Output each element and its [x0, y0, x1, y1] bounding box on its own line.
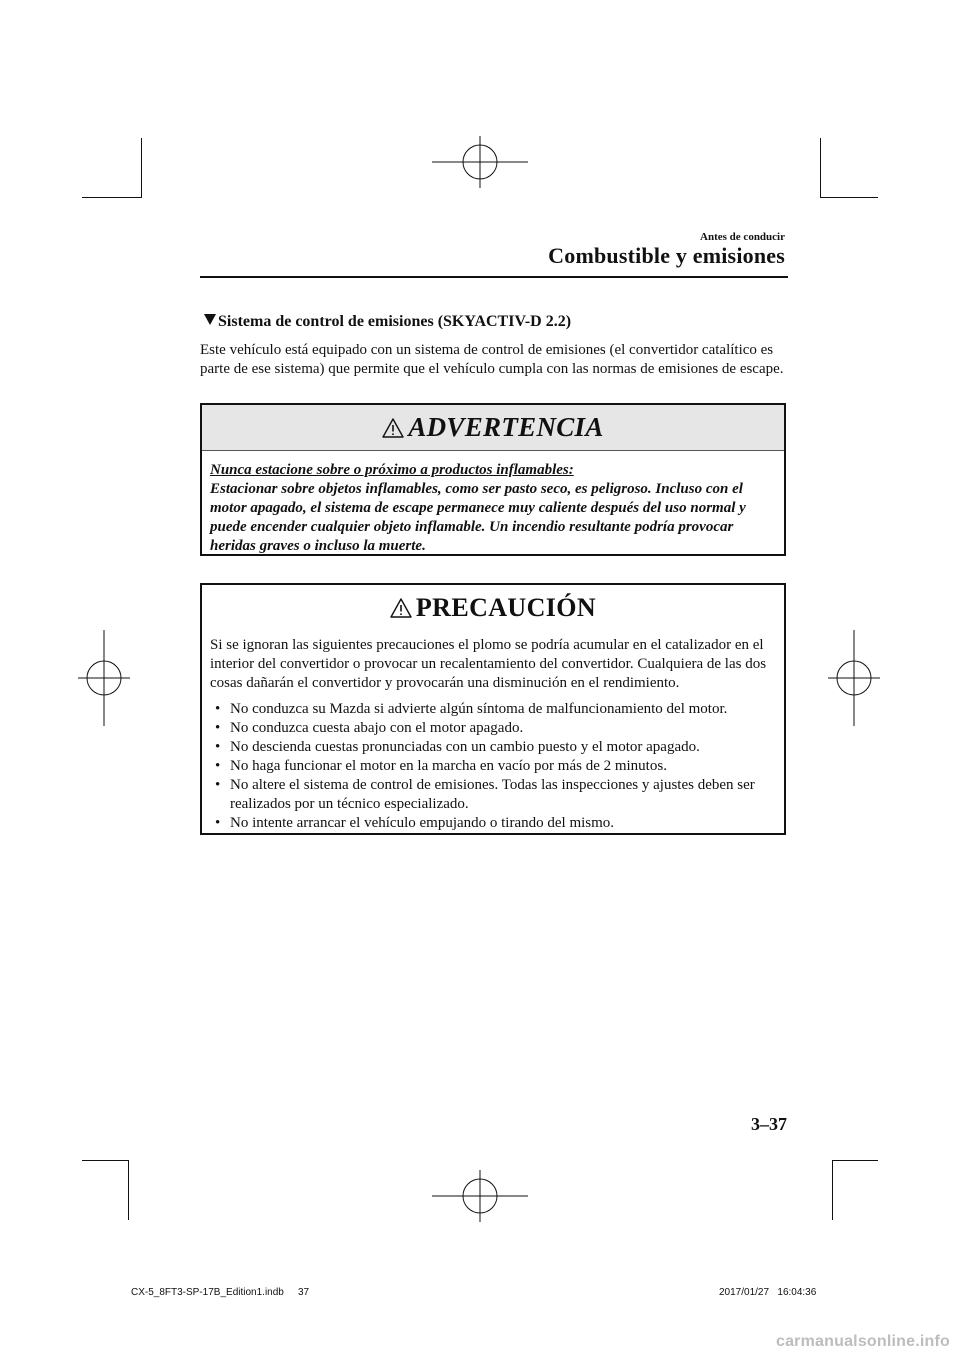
list-item: • No descienda cuestas pronunciadas con un cambio puesto y el motor apagado.: [215, 739, 700, 755]
footer-date: 2017/01/27 16:04:36: [719, 1287, 817, 1298]
list-item: • No haga funcionar el motor en la marcha en vacío por más de 2 minutos.: [215, 758, 667, 774]
warning-box: [200, 403, 786, 556]
caution-header: [202, 585, 784, 630]
footer-file-name: CX-5_8FT3-SP-17B_Edition1.indb: [131, 1287, 284, 1298]
list-item-text: No haga funcionar el motor en la marcha en vacío por más de 2 minutos.: [230, 758, 667, 774]
list-item-text: No conduzca cuesta abajo con el motor apagado.: [230, 720, 524, 736]
registration-mark-top: [432, 136, 528, 188]
list-item: • No conduzca cuesta abajo con el motor apagado.: [215, 720, 524, 736]
warning-body: [202, 451, 784, 556]
registration-mark-right: [828, 630, 880, 726]
section-heading: [204, 313, 571, 331]
page-number: 3–37: [751, 1114, 787, 1134]
caution-intro: Si se ignoran las siguientes precauciones el plomo se podría acumular en el catalizador en el interior del convertidor o provocar un recalentamiento del convertidor. Cualquiera de las dos cosas dañarán el convertidor y provocarán una disminución en el rendimiento.: [210, 637, 767, 691]
warning-triangle-icon: [390, 598, 412, 618]
list-item-text: No descienda cuestas pronunciadas con un cambio puesto y el motor apagado.: [230, 739, 700, 755]
warning-lead: Nunca estacione sobre o próximo a productos inflamables:: [210, 462, 574, 478]
section-heading-text: Sistema de control de emisiones (SKYACTIV-D 2.2): [218, 313, 572, 330]
warning-text: Estacionar sobre objetos inflamables, como ser pasto seco, es peligroso. Incluso con el motor apagado, el sistema de escape permanece muy caliente después del uso normal y puede encender cualquier objeto inflamable. Un incendio resultante podría provocar heridas graves o incluso la muerte.: [210, 481, 746, 554]
list-item: • No altere el sistema de control de emisiones. Todas las inspecciones y ajustes deben ser realizados por un técnico especializado.: [215, 777, 755, 812]
section-paragraph: Este vehículo está equipado con un sistema de control de emisiones (el convertidor catalítico es parte de ese sistema) que permite que el vehículo cumpla con las normas de emisiones de escape.: [200, 342, 784, 377]
caution-body: [202, 630, 784, 833]
registration-mark-left: [78, 630, 130, 726]
chapter-subtitle: Antes de conducir: [700, 231, 785, 243]
chapter-title: Combustible y emisiones: [548, 243, 785, 268]
warning-header: [202, 405, 784, 451]
header-divider: [200, 276, 788, 278]
list-item: • No conduzca su Mazda si advierte algún síntoma de malfuncionamiento del motor.: [215, 701, 728, 717]
caution-list: [210, 700, 778, 833]
registration-mark-bottom: [432, 1170, 528, 1222]
triangle-bullet-icon: [204, 314, 216, 325]
list-item-text: No conduzca su Mazda si advierte algún síntoma de malfuncionamiento del motor.: [230, 701, 728, 717]
caution-label: PRECAUCIÓN: [415, 592, 597, 622]
list-item-text: No intente arrancar el vehículo empujando o tirando del mismo.: [230, 815, 615, 831]
caution-box: [200, 583, 786, 835]
list-item-text: No altere el sistema de control de emisiones. Todas las inspecciones y ajustes deben ser realizados por un técnico especializado.: [230, 777, 755, 812]
watermark: carmanualsonline.info: [775, 1333, 950, 1350]
list-item: • No intente arrancar el vehículo empujando o tirando del mismo.: [215, 815, 615, 831]
warning-triangle-icon: [382, 418, 404, 438]
warning-label: ADVERTENCIA: [408, 412, 604, 442]
footer-page: 37: [298, 1287, 310, 1298]
